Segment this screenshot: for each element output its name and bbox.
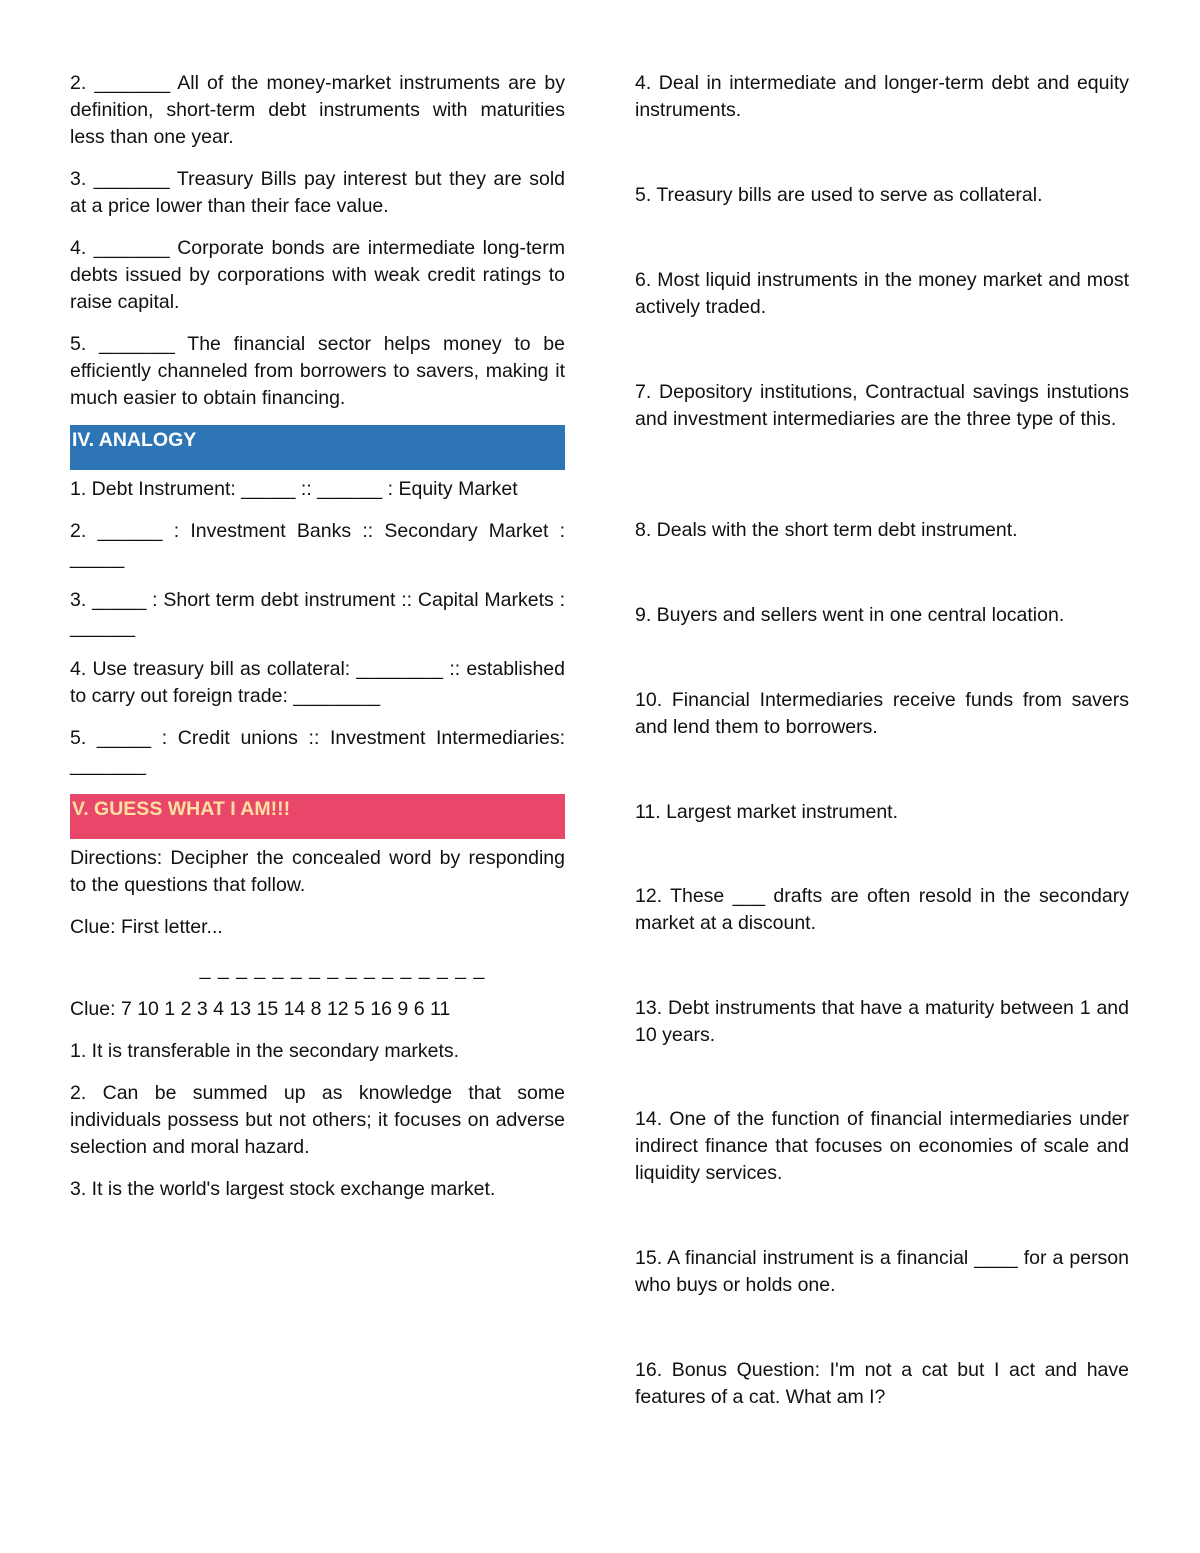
concealed-word-blanks: _ _ _ _ _ _ _ _ _ _ _ _ _ _ _ _ [199,958,486,980]
analogy-item-3: 3. _____ : Short term debt instrument :: Capital Markets : ______ [70,589,565,638]
question-16: 16. Bonus Question: I'm not a cat but I act and have features of a cat. What am I? [635,1359,1129,1408]
question-15: 15. A financial instrument is a financial ____ for a person who buys or holds one. [635,1247,1129,1296]
question-1: 1. It is transferable in the secondary markets. [70,1040,460,1062]
directions-text: Directions: Decipher the concealed word by responding to the questions that follow. [70,847,565,896]
question-9: 9. Buyers and sellers went in one central location. [635,604,1065,626]
guess-section-header: V. GUESS WHAT I AM!!! [70,794,565,839]
left-column [70,70,565,1218]
question-2: 2. Can be summed up as knowledge that some individuals possess but not others; it focuses on adverse selection and moral hazard. [70,1082,565,1158]
tf-item-4: 4. _______ Corporate bonds are intermediate long-term debts issued by corporations with weak credit ratings to raise capital. [70,237,565,313]
question-13: 13. Debt instruments that have a maturity between 1 and 10 years. [635,997,1129,1046]
tf-item-3: 3. _______ Treasury Bills pay interest but they are sold at a price lower than their face value. [70,168,565,217]
analogy-item-4: 4. Use treasury bill as collateral: ________ :: established to carry out foreign trade: ________ [70,658,565,707]
analogy-section-header: IV. ANALOGY [70,425,565,470]
question-7: 7. Depository institutions, Contractual savings instutions and investment intermediaries are the three type of this. [635,381,1129,430]
question-4: 4. Deal in intermediate and longer-term debt and equity instruments. [635,72,1129,121]
analogy-item-2: 2. ______ : Investment Banks :: Secondary Market : _____ [70,520,565,569]
tf-item-5: 5. _______ The financial sector helps money to be efficiently channeled from borrowers to savers, making it much easier to obtain financing. [70,333,565,409]
clue-order: Clue: 7 10 1 2 3 4 13 15 14 8 12 5 16 9 6 11 [70,998,451,1020]
question-11: 11. Largest market instrument. [635,801,899,823]
tf-item-2: 2. _______ All of the money-market instruments are by definition, short-term debt instruments with maturities less than one year. [70,72,565,148]
question-8: 8. Deals with the short term debt instrument. [635,519,1018,541]
question-10: 10. Financial Intermediaries receive funds from savers and lend them to borrowers. [635,689,1129,738]
question-6: 6. Most liquid instruments in the money market and most actively traded. [635,269,1129,318]
question-3: 3. It is the world's largest stock exchange market. [70,1178,496,1200]
clue-first-letter: Clue: First letter... [70,916,223,938]
analogy-item-1: 1. Debt Instrument: _____ :: ______ : Equity Market [70,478,518,500]
question-12: 12. These ___ drafts are often resold in the secondary market at a discount. [635,885,1129,934]
question-5: 5. Treasury bills are used to serve as collateral. [635,184,1043,206]
question-14: 14. One of the function of financial intermediaries under indirect finance that focuses on economies of scale and liquidity services. [635,1108,1129,1184]
analogy-item-5: 5. _____ : Credit unions :: Investment Intermediaries: _______ [70,727,565,776]
